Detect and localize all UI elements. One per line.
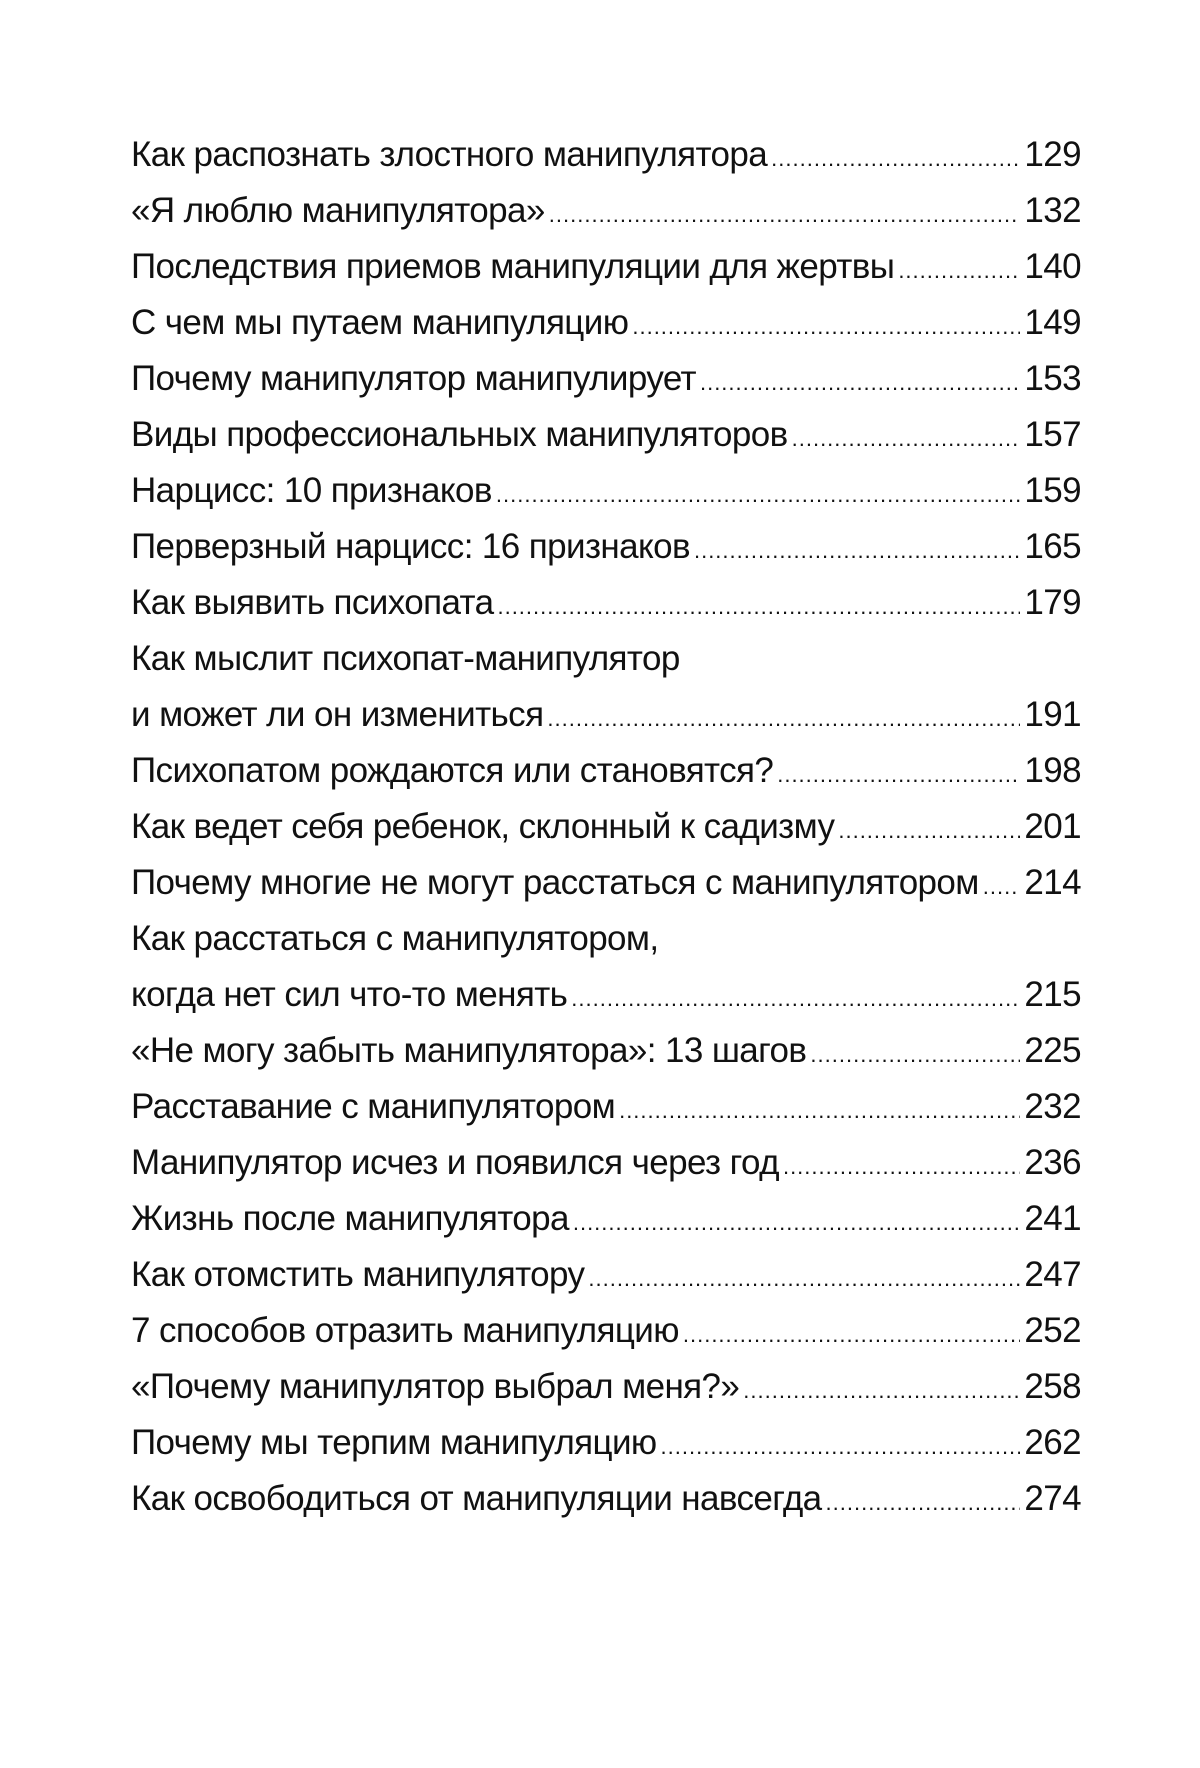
toc-entry bbox=[131, 1303, 1081, 1359]
toc-line bbox=[131, 519, 1081, 575]
toc-entry bbox=[131, 911, 1081, 1023]
toc-dot-leader bbox=[496, 467, 1021, 523]
toc-entry-title: «Не могу забыть манипулятора»: 13 шагов bbox=[131, 1031, 807, 1070]
toc-line bbox=[131, 295, 1081, 351]
toc-line bbox=[131, 1191, 1081, 1247]
toc-dot-leader bbox=[700, 355, 1020, 411]
toc-line bbox=[131, 1247, 1081, 1303]
toc-dot-leader bbox=[661, 1419, 1021, 1475]
toc-line bbox=[131, 239, 1081, 295]
toc-entry-title: Как расстаться с манипулятором, bbox=[131, 919, 659, 958]
toc-line bbox=[131, 799, 1081, 855]
toc-dot-leader bbox=[838, 803, 1020, 859]
toc-entry-title: Почему манипулятор манипулирует bbox=[131, 359, 696, 398]
toc-line bbox=[131, 575, 1081, 631]
toc-dot-leader bbox=[810, 1027, 1020, 1083]
toc-entry bbox=[131, 1359, 1081, 1415]
toc-page-number: 157 bbox=[1024, 415, 1081, 454]
toc-entry bbox=[131, 1191, 1081, 1247]
toc-entry-title: Нарцисс: 10 признаков bbox=[131, 471, 492, 510]
toc-page-number: 191 bbox=[1024, 695, 1081, 734]
toc-entry bbox=[131, 183, 1081, 239]
toc-page-number: 132 bbox=[1024, 191, 1081, 230]
toc-dot-leader bbox=[619, 1083, 1020, 1139]
toc-entry-title: Виды профессиональных манипуляторов bbox=[131, 415, 788, 454]
toc-page-number: 215 bbox=[1024, 975, 1081, 1014]
toc-page-number: 262 bbox=[1024, 1423, 1081, 1462]
toc-entry bbox=[131, 799, 1081, 855]
toc-dot-leader bbox=[497, 579, 1020, 635]
toc-entry-title: Психопатом рождаются или становятся? bbox=[131, 751, 774, 790]
table-of-contents bbox=[131, 127, 1081, 1527]
toc-entry-title: и может ли он измениться bbox=[131, 695, 544, 734]
toc-page-number: 153 bbox=[1024, 359, 1081, 398]
toc-page-number: 252 bbox=[1024, 1311, 1081, 1350]
toc-line bbox=[131, 463, 1081, 519]
toc-page-number: 258 bbox=[1024, 1367, 1081, 1406]
toc-dot-leader bbox=[771, 131, 1020, 187]
toc-entry-title: Как ведет себя ребенок, склонный к садизму bbox=[131, 807, 835, 846]
toc-line bbox=[131, 855, 1081, 911]
toc-page-number: 236 bbox=[1024, 1143, 1081, 1182]
toc-dot-leader bbox=[547, 691, 1020, 747]
toc-dot-leader bbox=[777, 747, 1020, 803]
toc-page-number: 214 bbox=[1024, 863, 1081, 902]
toc-line bbox=[131, 1471, 1081, 1527]
toc-entry bbox=[131, 295, 1081, 351]
toc-page-number: 241 bbox=[1024, 1199, 1081, 1238]
toc-dot-leader bbox=[983, 859, 1021, 915]
toc-entry bbox=[131, 127, 1081, 183]
toc-page-number: 159 bbox=[1024, 471, 1081, 510]
toc-line bbox=[131, 687, 1081, 743]
toc-page-number: 149 bbox=[1024, 303, 1081, 342]
toc-entry-title: «Я люблю манипулятора» bbox=[131, 191, 545, 230]
toc-entry-title: Манипулятор исчез и появился через год bbox=[131, 1143, 779, 1182]
toc-dot-leader bbox=[588, 1251, 1020, 1307]
toc-line bbox=[131, 1023, 1081, 1079]
toc-dot-leader bbox=[783, 1139, 1020, 1195]
toc-line bbox=[131, 967, 1081, 1023]
toc-page-number: 274 bbox=[1024, 1479, 1081, 1518]
toc-entry-title: Расставание с манипулятором bbox=[131, 1087, 616, 1126]
toc-page-number: 232 bbox=[1024, 1087, 1081, 1126]
toc-dot-leader bbox=[826, 1475, 1021, 1531]
toc-page-number: 129 bbox=[1024, 135, 1081, 174]
toc-entry bbox=[131, 575, 1081, 631]
toc-dot-leader bbox=[898, 243, 1020, 299]
toc-entry-title: Почему мы терпим манипуляцию bbox=[131, 1423, 657, 1462]
toc-page-number: 247 bbox=[1024, 1255, 1081, 1294]
toc-entry bbox=[131, 1023, 1081, 1079]
toc-page-number: 165 bbox=[1024, 527, 1081, 566]
toc-dot-leader bbox=[792, 411, 1021, 467]
toc-page-number: 198 bbox=[1024, 751, 1081, 790]
toc-entry-title: Как мыслит психопат-манипулятор bbox=[131, 639, 680, 678]
toc-entry-title: С чем мы путаем манипуляцию bbox=[131, 303, 629, 342]
toc-line bbox=[131, 1415, 1081, 1471]
toc-page-number: 179 bbox=[1024, 583, 1081, 622]
toc-entry-title: Жизнь после манипулятора bbox=[131, 1199, 569, 1238]
toc-entry bbox=[131, 1247, 1081, 1303]
toc-entry-title: Как распознать злостного манипулятора bbox=[131, 135, 768, 174]
toc-entry-title: Последствия приемов манипуляции для жертвы bbox=[131, 247, 895, 286]
toc-dot-leader bbox=[743, 1363, 1020, 1419]
toc-entry-title: Как выявить психопата bbox=[131, 583, 494, 622]
toc-entry bbox=[131, 1415, 1081, 1471]
toc-entry-title: когда нет сил что-то менять bbox=[131, 975, 568, 1014]
toc-dot-leader bbox=[683, 1307, 1021, 1363]
toc-dot-leader bbox=[549, 187, 1021, 243]
toc-line bbox=[131, 127, 1081, 183]
toc-entry-title: «Почему манипулятор выбрал меня?» bbox=[131, 1367, 740, 1406]
toc-dot-leader bbox=[573, 1195, 1021, 1251]
toc-entry bbox=[131, 463, 1081, 519]
toc-page-number: 140 bbox=[1024, 247, 1081, 286]
toc-dot-leader bbox=[632, 299, 1020, 355]
toc-entry bbox=[131, 631, 1081, 743]
toc-entry bbox=[131, 239, 1081, 295]
toc-entry-title: Перверзный нарцисс: 16 признаков bbox=[131, 527, 690, 566]
toc-dot-leader bbox=[694, 523, 1020, 579]
toc-line bbox=[131, 351, 1081, 407]
toc-line bbox=[131, 183, 1081, 239]
toc-line bbox=[131, 1359, 1081, 1415]
toc-dot-leader bbox=[571, 971, 1020, 1027]
toc-line bbox=[131, 1079, 1081, 1135]
toc-line bbox=[131, 407, 1081, 463]
toc-line bbox=[131, 1135, 1081, 1191]
toc-entry-title: 7 способов отразить манипуляцию bbox=[131, 1311, 679, 1350]
toc-page-number: 225 bbox=[1024, 1031, 1081, 1070]
toc-entry bbox=[131, 855, 1081, 911]
toc-line bbox=[131, 911, 1081, 967]
toc-entry bbox=[131, 743, 1081, 799]
toc-entry bbox=[131, 407, 1081, 463]
toc-entry-title: Как освободиться от манипуляции навсегда bbox=[131, 1479, 822, 1518]
toc-entry-title: Почему многие не могут расстаться с манипулятором bbox=[131, 863, 979, 902]
toc-entry bbox=[131, 1471, 1081, 1527]
toc-entry bbox=[131, 1135, 1081, 1191]
toc-line bbox=[131, 743, 1081, 799]
toc-line bbox=[131, 631, 1081, 687]
toc-entry bbox=[131, 1079, 1081, 1135]
toc-entry bbox=[131, 351, 1081, 407]
toc-page-number: 201 bbox=[1024, 807, 1081, 846]
toc-entry-title: Как отомстить манипулятору bbox=[131, 1255, 585, 1294]
toc-line bbox=[131, 1303, 1081, 1359]
toc-entry bbox=[131, 519, 1081, 575]
